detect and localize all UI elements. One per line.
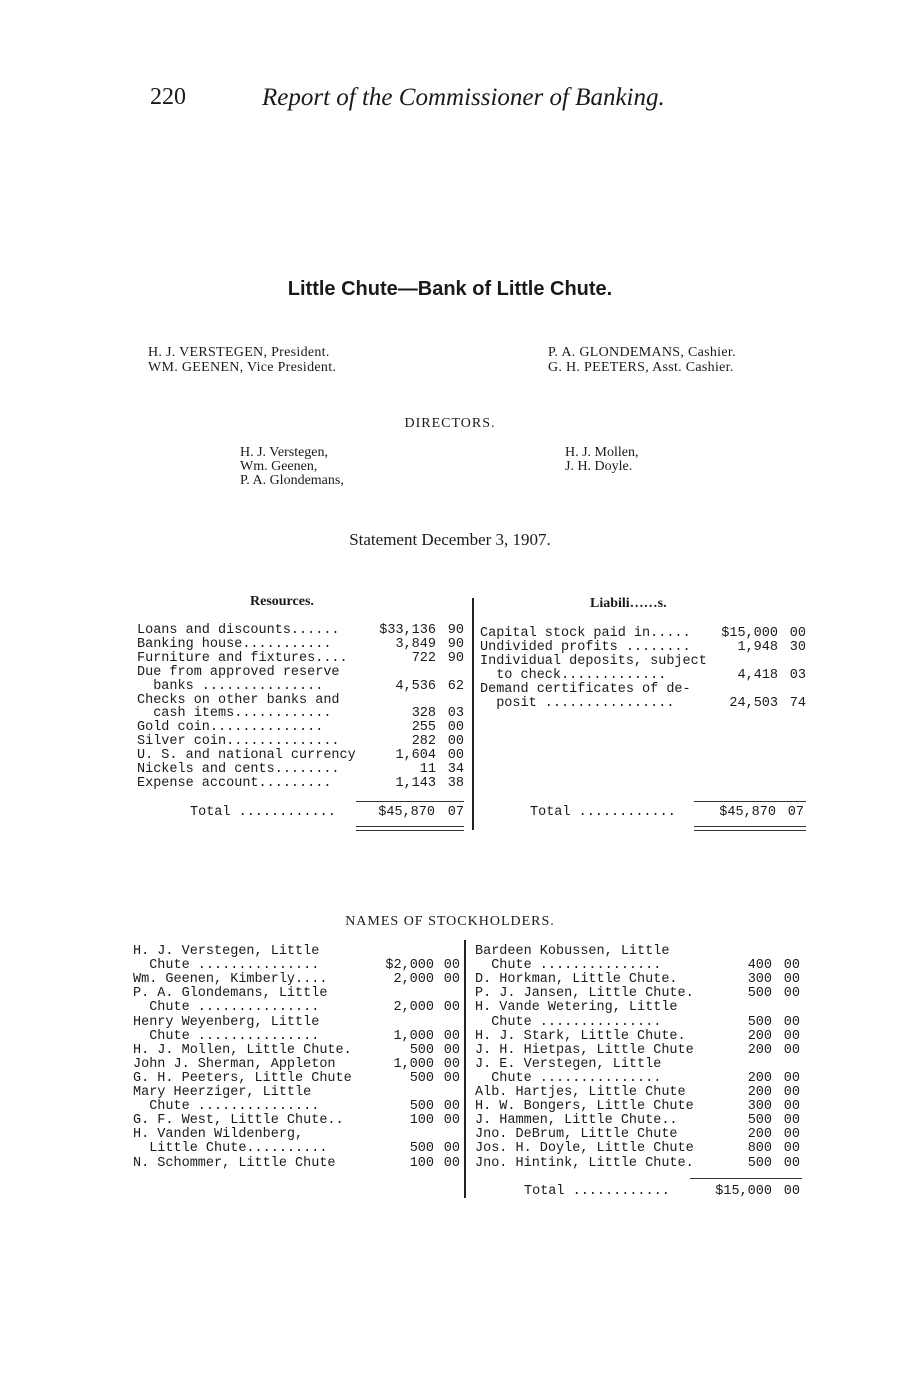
row-cents: 90 <box>447 623 464 638</box>
row-label: Jno. DeBrum, Little Chute <box>475 1127 678 1143</box>
officers-left <box>148 345 336 375</box>
row-cents: 00 <box>443 958 460 974</box>
row-dollars: 24,503 <box>729 695 778 711</box>
row-dollars: 500 <box>409 1070 434 1086</box>
stockholders-total-label: Total ............ <box>524 1184 670 1199</box>
liabilities-double-rule <box>694 830 806 831</box>
liabilities-total-cents: 07 <box>787 805 804 820</box>
row-label: Loans and discounts...... <box>137 623 340 638</box>
director-name: P. A. Glondemans, <box>240 473 344 488</box>
row-label: Capital stock paid in..... <box>480 626 691 641</box>
row-dollars: $33,136 <box>379 623 436 638</box>
row-label: John J. Sherman, Appleton <box>133 1056 336 1072</box>
row-dollars: 400 <box>747 958 772 974</box>
row-cents: 00 <box>443 1099 460 1115</box>
row-dollars: 200 <box>747 1042 772 1058</box>
row-label: H. J. Verstegen, Little <box>133 944 320 959</box>
liabilities-double-rule <box>694 826 806 827</box>
row-cents: 00 <box>783 1127 800 1143</box>
liabilities-heading: Liabili……s. <box>590 596 667 611</box>
row-cents: 74 <box>789 695 806 711</box>
row-cents: 00 <box>443 1028 460 1044</box>
liabilities-total-rule <box>694 801 806 802</box>
row-dollars: 2,000 <box>393 1000 434 1016</box>
running-title: Report of the Commissioner of Banking. <box>262 84 665 111</box>
row-label: Henry Weyenberg, Little <box>133 1014 320 1030</box>
row-dollars: 500 <box>747 986 772 1002</box>
row-label: D. Horkman, Little Chute. <box>475 972 678 988</box>
row-label: U. S. and national currency <box>137 748 356 764</box>
director-name: H. J. Verstegen, <box>240 445 329 460</box>
row-label: Little Chute.......... <box>133 1141 328 1157</box>
row-dollars: 722 <box>411 650 436 666</box>
resources-total-dollars: $45,870 <box>378 805 435 820</box>
row-label: N. Schommer, Little Chute <box>133 1155 336 1171</box>
row-label: Chute ............... <box>475 1070 662 1086</box>
row-label: Due from approved reserve <box>137 664 340 680</box>
resources-double-rule <box>356 830 464 831</box>
row-label: Chute ............... <box>475 1014 662 1030</box>
row-dollars: 282 <box>411 734 436 750</box>
row-label: Chute ............... <box>133 1000 320 1016</box>
row-dollars: 2,000 <box>393 972 434 988</box>
row-cents: 90 <box>447 650 464 666</box>
row-cents: 03 <box>447 706 464 722</box>
row-label: Silver coin.............. <box>137 734 340 750</box>
statement-title: Statement December 3, 1907. <box>349 530 551 549</box>
row-dollars: 200 <box>747 1070 772 1086</box>
row-label: Jos. H. Doyle, Little Chute <box>475 1141 694 1157</box>
row-label: Chute ............... <box>475 958 662 974</box>
resources-heading: Resources. <box>250 594 314 609</box>
row-label: to check............. <box>480 667 667 683</box>
row-dollars: 328 <box>411 706 436 722</box>
stockholders-divider <box>464 940 466 1198</box>
row-cents: 00 <box>783 1042 800 1058</box>
row-label: Undivided profits ........ <box>480 639 691 655</box>
officer-vice-president: WM. GEENEN, Vice President. <box>148 360 337 375</box>
row-label: J. H. Hietpas, Little Chute <box>475 1042 694 1058</box>
row-label: Expense account......... <box>137 775 332 791</box>
row-dollars: 500 <box>747 1113 772 1129</box>
row-label: Gold coin.............. <box>137 720 324 736</box>
row-label: posit ................ <box>480 695 675 711</box>
row-dollars: 3,849 <box>395 636 436 652</box>
row-cents: 00 <box>783 1085 800 1100</box>
liabilities-total-label: Total ............ <box>530 805 676 820</box>
row-dollars: 4,418 <box>737 667 778 683</box>
row-dollars: 255 <box>411 720 436 736</box>
row-cents: 00 <box>447 720 464 736</box>
row-cents: 34 <box>447 762 464 777</box>
row-cents: 00 <box>443 972 460 988</box>
page-number: 220 <box>150 84 186 110</box>
row-label: H. W. Bongers, Little Chute <box>475 1099 694 1115</box>
row-label: Demand certificates of de- <box>480 681 691 697</box>
row-cents: 00 <box>783 1028 800 1044</box>
stockholders-total-dollars: $15,000 <box>715 1184 772 1199</box>
row-cents: 00 <box>443 1155 460 1171</box>
row-label: Bardeen Kobussen, Little <box>475 944 670 959</box>
row-label: Chute ............... <box>133 1099 320 1115</box>
row-cents: 00 <box>443 1070 460 1086</box>
row-dollars: 1,143 <box>395 775 436 791</box>
row-cents: 00 <box>447 734 464 750</box>
row-label: Furniture and fixtures.... <box>137 650 348 666</box>
liabilities-total-dollars: $45,870 <box>719 805 776 820</box>
stockholders-heading: NAMES OF STOCKHOLDERS. <box>345 914 555 929</box>
row-cents: 00 <box>447 748 464 764</box>
row-dollars: 500 <box>409 1042 434 1058</box>
row-label: Mary Heerziger, Little <box>133 1085 312 1100</box>
director-name: H. J. Mollen, <box>565 445 639 460</box>
row-dollars: 1,000 <box>393 1028 434 1044</box>
row-label: H. Vanden Wildenberg, <box>133 1127 304 1143</box>
row-dollars: 1,948 <box>737 639 778 655</box>
row-dollars: 200 <box>747 1085 772 1100</box>
row-label: J. E. Verstegen, Little <box>475 1056 662 1072</box>
row-dollars: 500 <box>747 1014 772 1030</box>
row-dollars: 500 <box>409 1099 434 1115</box>
row-cents: 00 <box>443 1042 460 1058</box>
row-cents: 62 <box>447 678 464 694</box>
row-label: banks ............... <box>137 678 324 694</box>
row-dollars: $2,000 <box>385 958 434 974</box>
directors-left <box>240 446 344 488</box>
row-cents: 00 <box>783 958 800 974</box>
row-dollars: 1,000 <box>393 1056 434 1072</box>
resources-double-rule <box>356 826 464 827</box>
director-name: Wm. Geenen, <box>240 459 318 474</box>
resources-total-cents: 07 <box>447 805 464 820</box>
row-label: Checks on other banks and <box>137 692 340 708</box>
stockholders-total-cents: 00 <box>783 1184 800 1199</box>
row-cents: 00 <box>443 1113 460 1129</box>
row-label: Jno. Hintink, Little Chute. <box>475 1155 694 1171</box>
row-cents: 00 <box>783 1155 800 1171</box>
row-cents: 00 <box>783 986 800 1002</box>
row-label: Nickels and cents........ <box>137 762 340 777</box>
row-dollars: 100 <box>409 1113 434 1129</box>
row-dollars: 200 <box>747 1028 772 1044</box>
directors-heading: DIRECTORS. <box>404 416 496 431</box>
row-label: H. J. Stark, Little Chute. <box>475 1028 686 1044</box>
row-cents: 00 <box>783 1141 800 1157</box>
resources-total-rule <box>356 801 464 802</box>
row-cents: 00 <box>443 1000 460 1016</box>
row-label: G. H. Peeters, Little Chute <box>133 1070 352 1086</box>
row-label: P. J. Jansen, Little Chute. <box>475 986 694 1002</box>
row-cents: 30 <box>789 639 806 655</box>
directors-right <box>565 446 639 474</box>
row-label: P. A. Glondemans, Little <box>133 986 328 1002</box>
row-label: G. F. West, Little Chute.. <box>133 1113 344 1129</box>
row-label: H. J. Mollen, Little Chute. <box>133 1042 352 1058</box>
row-dollars: 100 <box>409 1155 434 1171</box>
row-dollars: 500 <box>409 1141 434 1157</box>
row-label: Chute ............... <box>133 1028 320 1044</box>
row-cents: 00 <box>443 1056 460 1072</box>
row-cents: 00 <box>783 972 800 988</box>
officers-right <box>548 345 736 375</box>
row-dollars: 1,604 <box>395 748 436 764</box>
row-cents: 90 <box>447 636 464 652</box>
statement-divider <box>472 598 474 830</box>
officer-cashier: P. A. GLONDEMANS, Cashier. <box>548 345 736 360</box>
row-label: H. Vande Wetering, Little <box>475 1000 678 1016</box>
officer-president: H. J. VERSTEGEN, President. <box>148 345 330 360</box>
row-cents: 00 <box>789 626 806 641</box>
row-cents: 00 <box>783 1113 800 1129</box>
row-dollars: 800 <box>747 1141 772 1157</box>
director-name: J. H. Doyle. <box>565 459 633 474</box>
row-cents: 00 <box>783 1099 800 1115</box>
row-label: cash items............ <box>137 706 332 722</box>
row-dollars: $15,000 <box>721 626 778 641</box>
row-label: Individual deposits, subject <box>480 653 707 669</box>
row-cents: 03 <box>789 667 806 683</box>
row-cents: 00 <box>443 1141 460 1157</box>
row-dollars: 200 <box>747 1127 772 1143</box>
row-label: Wm. Geenen, Kimberly.... <box>133 972 328 988</box>
row-label: Banking house........... <box>137 636 332 652</box>
row-dollars: 11 <box>419 762 436 777</box>
resources-total-label: Total ............ <box>190 805 336 820</box>
row-dollars: 300 <box>747 1099 772 1115</box>
row-label: J. Hammen, Little Chute.. <box>475 1113 678 1129</box>
row-dollars: 500 <box>747 1155 772 1171</box>
row-cents: 00 <box>783 1014 800 1030</box>
row-label: Chute ............... <box>133 958 320 974</box>
row-cents: 00 <box>783 1070 800 1086</box>
row-cents: 38 <box>447 775 464 791</box>
row-dollars: 4,536 <box>395 678 436 694</box>
row-dollars: 300 <box>747 972 772 988</box>
stockholders-total-rule <box>690 1178 802 1179</box>
officer-asst-cashier: G. H. PEETERS, Asst. Cashier. <box>548 360 734 375</box>
bank-title: Little Chute—Bank of Little Chute. <box>287 278 613 300</box>
row-label: Alb. Hartjes, Little Chute <box>475 1085 686 1100</box>
